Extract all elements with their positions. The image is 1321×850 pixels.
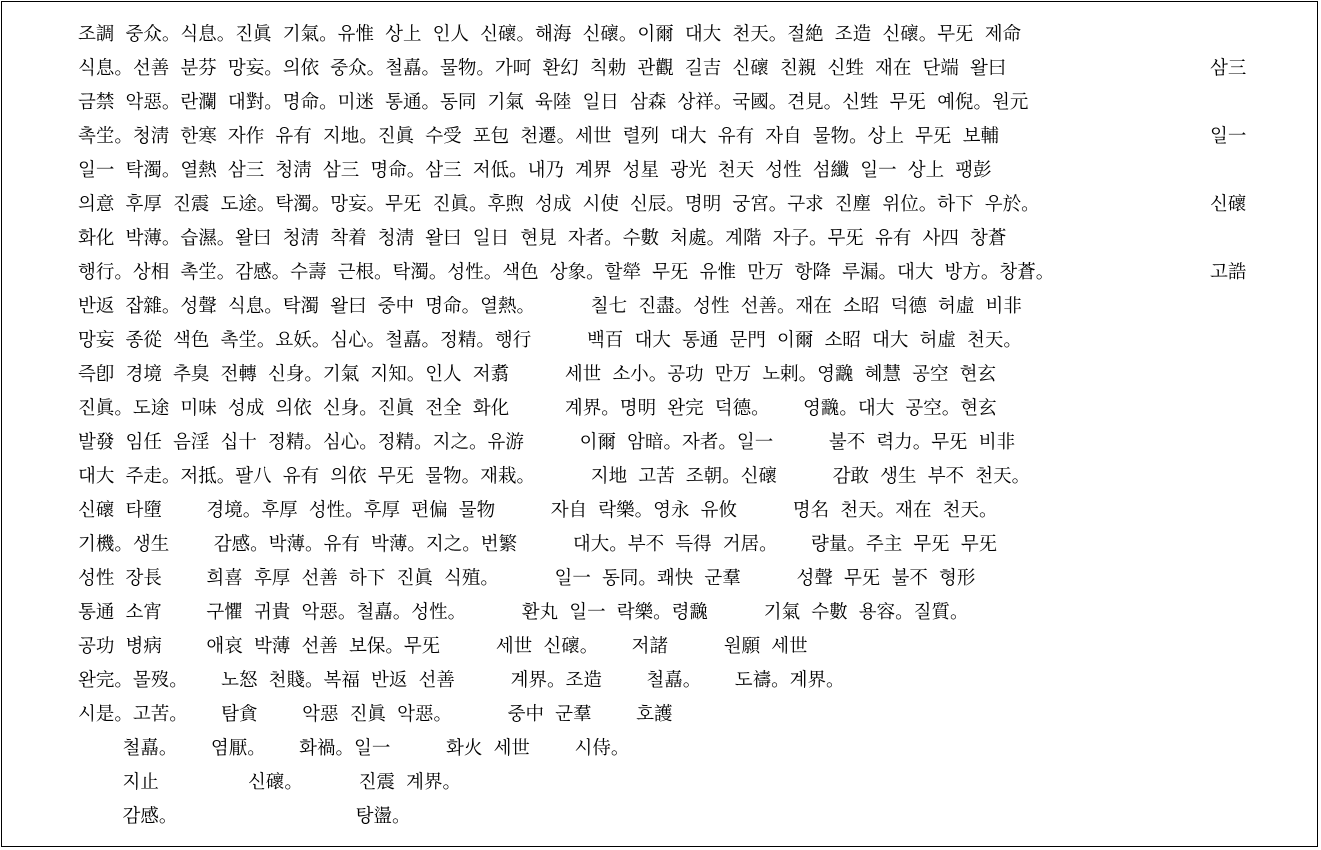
text-line: 반返 잡雜。성聲 식息。탁濁 왈曰 중中 명命。열熱。 칠七 진盡。성性 선善。재在 소昭 덕德 허虛 비非 — [78, 296, 1022, 317]
text-line: 공功 병病 애哀 박薄 선善 보保。무旡 세世 신䃶。 저諸 원願 세世 — [78, 636, 808, 657]
text-line: 신䃶 타墮 경境。후厚 성性。후厚 편偏 물物 자自 락樂。영永 유攸 명名 천天。재在 천天。 — [78, 500, 998, 521]
text-line: 통通 소宵 구懼 귀貴 악惡。철嚞。성性。 환丸 일一 락樂。령䨲 기氣 수數 용容。질質。 — [78, 602, 969, 623]
text-line: 감感。 탕盪。 — [78, 806, 411, 827]
text-line: 철嚞。 염厭。 화禍。일一 화火 세世 시侍。 — [78, 738, 630, 759]
text-line: 완完。몰歿。 노怒 천賤。복福 반返 선善 계界。조造 철嚞。 도禱。계界。 — [78, 670, 845, 691]
text-line: 발發 임任 음淫 십十 정精。심心。정精。지之。유游 이爾 암暗。자者。일一 불不 력力。무旡 비非 — [78, 432, 1016, 453]
side-title-char: 삼三 — [1210, 58, 1247, 79]
text-line: 즉卽 경境 추臭 전轉 신身。기氣 지知。인人 저翥 세世 소小。공功 만万 노剌。영䨲 혜慧 공空 현玄 — [78, 364, 997, 385]
text-line: 의意 후厚 진震 도途。탁濁。망妄。무旡 진眞。후煦 성成 시使 신辰。명明 궁宮。구求 진塵 위位。하下 우於。 — [78, 194, 1040, 215]
text-line: 일一 탁濁。열熱 삼三 청淸 삼三 명命。삼三 저低。내乃 계界 성星 광光 천天 성性 섬纖 일一 상上 팽彭 — [78, 160, 992, 181]
text-line: 성性 장長 희喜 후厚 선善 하下 진眞 식殖。 일一 동同。쾌快 군羣 성聲 무旡 불不 형形 — [78, 568, 976, 589]
text-line: 진眞。도途 미味 성成 의依 신身。진眞 전全 화化 계界。명明 완完 덕德。 영䨲。대大 공空。현玄 — [78, 398, 997, 419]
text-line: 기機。생生 감感。박薄。유有 박薄。지之。번繁 대大。부不 득得 거居。 량量。주主 무旡 무旡 — [78, 534, 998, 555]
side-title-char: 일一 — [1210, 126, 1247, 147]
text-line: 조調 중众。식息。진眞 기氣。유惟 상上 인人 신䃶。해海 신䃶。이爾 대大 천天。절絶 조造 신䃶。무旡 제命 — [78, 24, 1022, 45]
text-line: 망妄 종從 색色 촉坣。요妖。심心。철嚞。정精。행行 백百 대大 통通 문門 이爾 소昭 대大 허虛 천天。 — [78, 330, 1022, 351]
text-line: 대大 주走。저抵。팔八 유有 의依 무旡 물物。재栽。 지地 고苦 조朝。신䃶 감敢 생生 부不 천天。 — [78, 466, 1031, 487]
text-line: 화化 박薄。습濕。왈曰 청淸 착着 청淸 왈曰 일日 현見 자者。수數 처處。계階 자子。무旡 유有 사四 창蒼 — [78, 228, 1007, 249]
text-line: 식息。선善 분芬 망妄。의依 중众。철嚞。물物。가呵 환幻 칙勅 관觀 길吉 신䃶 친親 신甡 재在 단端 왈曰 — [78, 58, 1007, 79]
text-line: 시是。고苦。 탐貪 악惡 진眞 악惡。 중中 군羣 호護 — [78, 704, 673, 725]
text-line: 지止 신䃶。 진震 계界。 — [78, 772, 461, 793]
side-title-char: 신䃶 — [1210, 194, 1247, 215]
text-line: 금禁 악惡。란瀾 대對。명命。미迷 통通。동同 기氣 육陸 일日 삼森 상祥。국國。견見。신甡 무旡 예倪。원元 — [78, 92, 1029, 113]
text-line: 촉坣。청淸 한寒 자作 유有 지地。진眞 수受 포包 천遷。세世 렬列 대大 유有 자自 물物。상上 무旡 보輔 — [78, 126, 999, 147]
side-title-char: 고誥 — [1210, 262, 1247, 283]
document-page — [1, 1, 1318, 847]
text-line: 행行。상相 촉坣。감感。수壽 근根。탁濁。성性。색色 상象。할犖 무旡 유惟 만万 항降 루漏。대大 방方。창蒼。 — [78, 262, 1055, 283]
